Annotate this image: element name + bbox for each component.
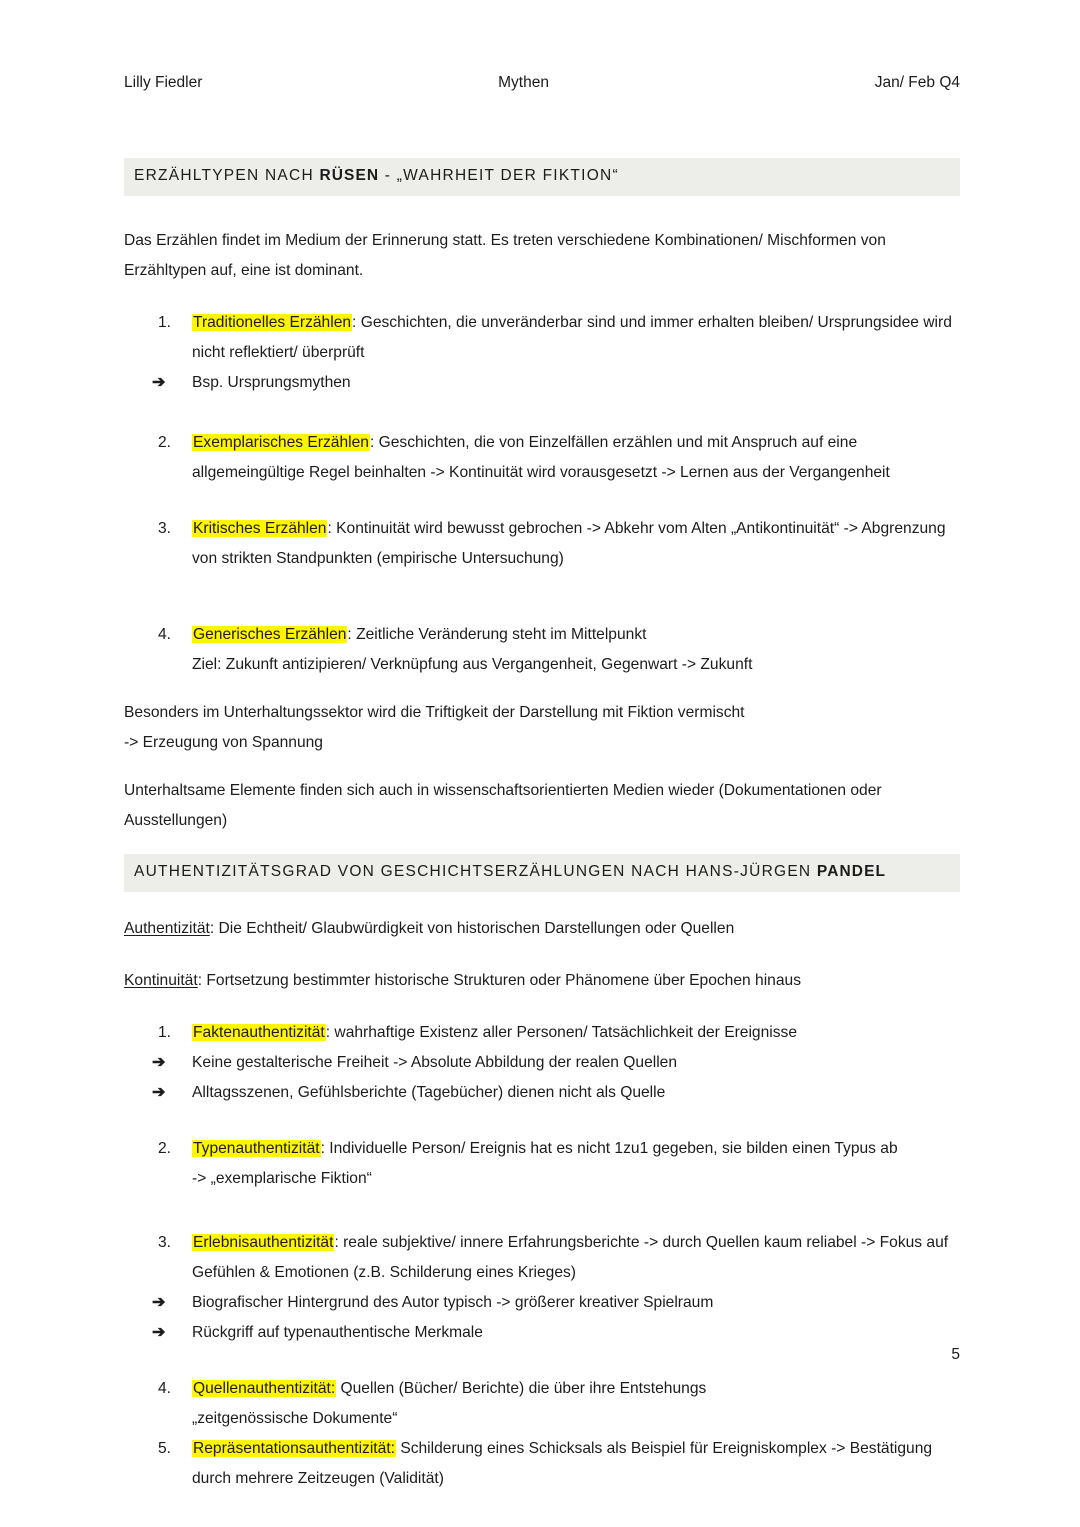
arrow-bullet-item — [124, 368, 964, 398]
list-item-number: 3. — [158, 520, 172, 537]
list-item-subline: Ziel: Zukunft antizipieren/ Verknüpfung aus Vergangenheit, Gegenwart -> Zukunft — [192, 656, 753, 673]
list-item-term: Faktenauthentizität — [193, 1024, 325, 1041]
list-item — [124, 620, 964, 650]
document-header — [124, 73, 960, 93]
list-item-term: Quellenauthentizität: — [193, 1380, 336, 1397]
list-item — [124, 514, 964, 574]
section1-closing-line-1: Besonders im Unterhaltungssektor wird die Triftigkeit der Darstellung mit Fiktion vermischt — [124, 704, 745, 721]
list-item — [124, 1018, 964, 1048]
list-item-term: Generisches Erzählen — [193, 626, 347, 643]
section1-closing-line-2: -> Erzeugung von Spannung — [124, 734, 323, 751]
list-item — [124, 1228, 964, 1288]
definition-kontinuitaet — [124, 966, 964, 996]
section-heading-erzaehltypen — [124, 158, 960, 196]
section-heading-authentizitaetsgrad — [124, 854, 960, 892]
arrow-right-icon: ➔ — [152, 1294, 166, 1311]
arrow-right-icon: ➔ — [152, 374, 166, 391]
arrow-right-icon: ➔ — [152, 1054, 166, 1071]
section2-heading-prefix: AUTHENTIZITÄTSGRAD VON GESCHICHTSERZÄHLUNGEN NACH HANS-JÜRGEN — [134, 863, 817, 880]
section1-heading-bold: RÜSEN — [319, 167, 380, 184]
list-item — [124, 308, 964, 368]
list-item-term: Exemplarisches Erzählen — [193, 434, 369, 451]
definition-term: Kontinuität — [124, 972, 198, 989]
arrow-bullet-text: Alltagsszenen, Gefühlsberichte (Tagebücher) dienen nicht als Quelle — [192, 1084, 666, 1101]
header-term: Jan/ Feb Q4 — [874, 74, 960, 91]
arrow-bullet-item — [124, 1048, 964, 1078]
list-item — [124, 428, 964, 488]
definition-text: : Fortsetzung bestimmter historische Strukturen oder Phänomene über Epochen hinaus — [197, 972, 801, 989]
definition-authentizitaet — [124, 914, 964, 944]
list-item-number: 5. — [158, 1440, 172, 1457]
list-item-term: Kritisches Erzählen — [193, 520, 327, 537]
list-item-subline: „zeitgenössische Dokumente“ — [192, 1410, 398, 1427]
list-item-text: : Geschichten, die von Einzelfällen erzählen und mit Anspruch auf eine allgemeingültige Regel beinhalten -> Kontinuität wird vorausgesetzt -> Lernen aus der Vergangenheit — [192, 434, 890, 481]
list-item-number: 4. — [158, 1380, 172, 1397]
list-item — [124, 1374, 964, 1404]
document-body — [124, 158, 964, 1494]
arrow-bullet-text: Keine gestalterische Freiheit -> Absolute Abbildung der realen Quellen — [192, 1054, 678, 1071]
list-item-number: 1. — [158, 1024, 172, 1041]
list-item — [124, 1434, 964, 1494]
arrow-right-icon: ➔ — [152, 1324, 166, 1341]
definition-term: Authentizität — [124, 920, 210, 937]
list-item-text: : Zeitliche Veränderung steht im Mittelpunkt — [347, 626, 647, 643]
list-item-number: 4. — [158, 626, 172, 643]
arrow-bullet-item — [124, 1288, 964, 1318]
arrow-bullet-item — [124, 1078, 964, 1108]
list-item-subline: -> „exemplarische Fiktion“ — [192, 1170, 372, 1187]
list-item-text: Quellen (Bücher/ Berichte) die über ihre Entstehungs — [336, 1380, 707, 1397]
arrow-bullet-item — [124, 1318, 964, 1348]
page-number: 5 — [951, 1346, 960, 1363]
list-item-term: Traditionelles Erzählen — [193, 314, 352, 331]
header-title: Mythen — [498, 74, 549, 91]
arrow-bullet-text: Rückgriff auf typenauthentische Merkmale — [192, 1324, 483, 1341]
header-author: Lilly Fiedler — [124, 74, 203, 91]
section1-heading-prefix: ERZÄHLTYPEN NACH — [134, 167, 320, 184]
list-item-number: 3. — [158, 1234, 172, 1251]
list-item-text: : Geschichten, die unveränderbar sind und immer erhalten bleiben/ Ursprungsidee wird nicht reflektiert/ überprüft — [192, 314, 952, 361]
list-item-text: : wahrhaftige Existenz aller Personen/ Tatsächlichkeit der Ereignisse — [325, 1024, 797, 1041]
arrow-bullet-text: Bsp. Ursprungsmythen — [192, 374, 351, 391]
list-item-text: Schilderung eines Schicksals als Beispiel für Ereigniskomplex -> Bestätigung durch mehrere Zeitzeugen (Validität) — [192, 1440, 933, 1487]
list-item-number: 2. — [158, 434, 172, 451]
list-item-text: : Kontinuität wird bewusst gebrochen -> Abkehr vom Alten „Antikontinuität“ -> Abgrenzung von strikten Standpunkten (empirische Untersuchung) — [192, 520, 946, 567]
arrow-right-icon: ➔ — [152, 1084, 166, 1101]
list-item-number: 1. — [158, 314, 172, 331]
list-item-term: Typenauthentizität — [193, 1140, 320, 1157]
list-item-text: : Individuelle Person/ Ereignis hat es nicht 1zu1 gegeben, sie bilden einen Typus ab — [320, 1140, 898, 1157]
list-item-number: 2. — [158, 1140, 172, 1157]
section2-heading-bold: PANDEL — [816, 863, 887, 880]
list-item-term: Repräsentationsauthentizität: — [193, 1440, 395, 1457]
section1-intro-paragraph: Das Erzählen findet im Medium der Erinnerung statt. Es treten verschiedene Kombinationen/ Mischformen von Erzähltypen auf, eine ist dominant. — [124, 232, 886, 279]
definition-text: : Die Echtheit/ Glaubwürdigkeit von historischen Darstellungen oder Quellen — [209, 920, 735, 937]
list-item-text: : reale subjektive/ innere Erfahrungsberichte -> durch Quellen kaum reliabel -> Fokus auf Gefühlen & Emotionen (z.B. Schilderung eines Krieges) — [192, 1234, 949, 1281]
section1-heading-suffix: - „WAHRHEIT DER FIKTION“ — [379, 167, 619, 184]
list-item-term: Erlebnisauthentizität — [193, 1234, 334, 1251]
arrow-bullet-text: Biografischer Hintergrund des Autor typisch -> größerer kreativer Spielraum — [192, 1294, 714, 1311]
section1-closing-paragraph-2: Unterhaltsame Elemente finden sich auch in wissenschaftsorientierten Medien wieder (Dokumentationen oder Ausstellungen) — [124, 782, 882, 829]
list-item — [124, 1134, 964, 1164]
